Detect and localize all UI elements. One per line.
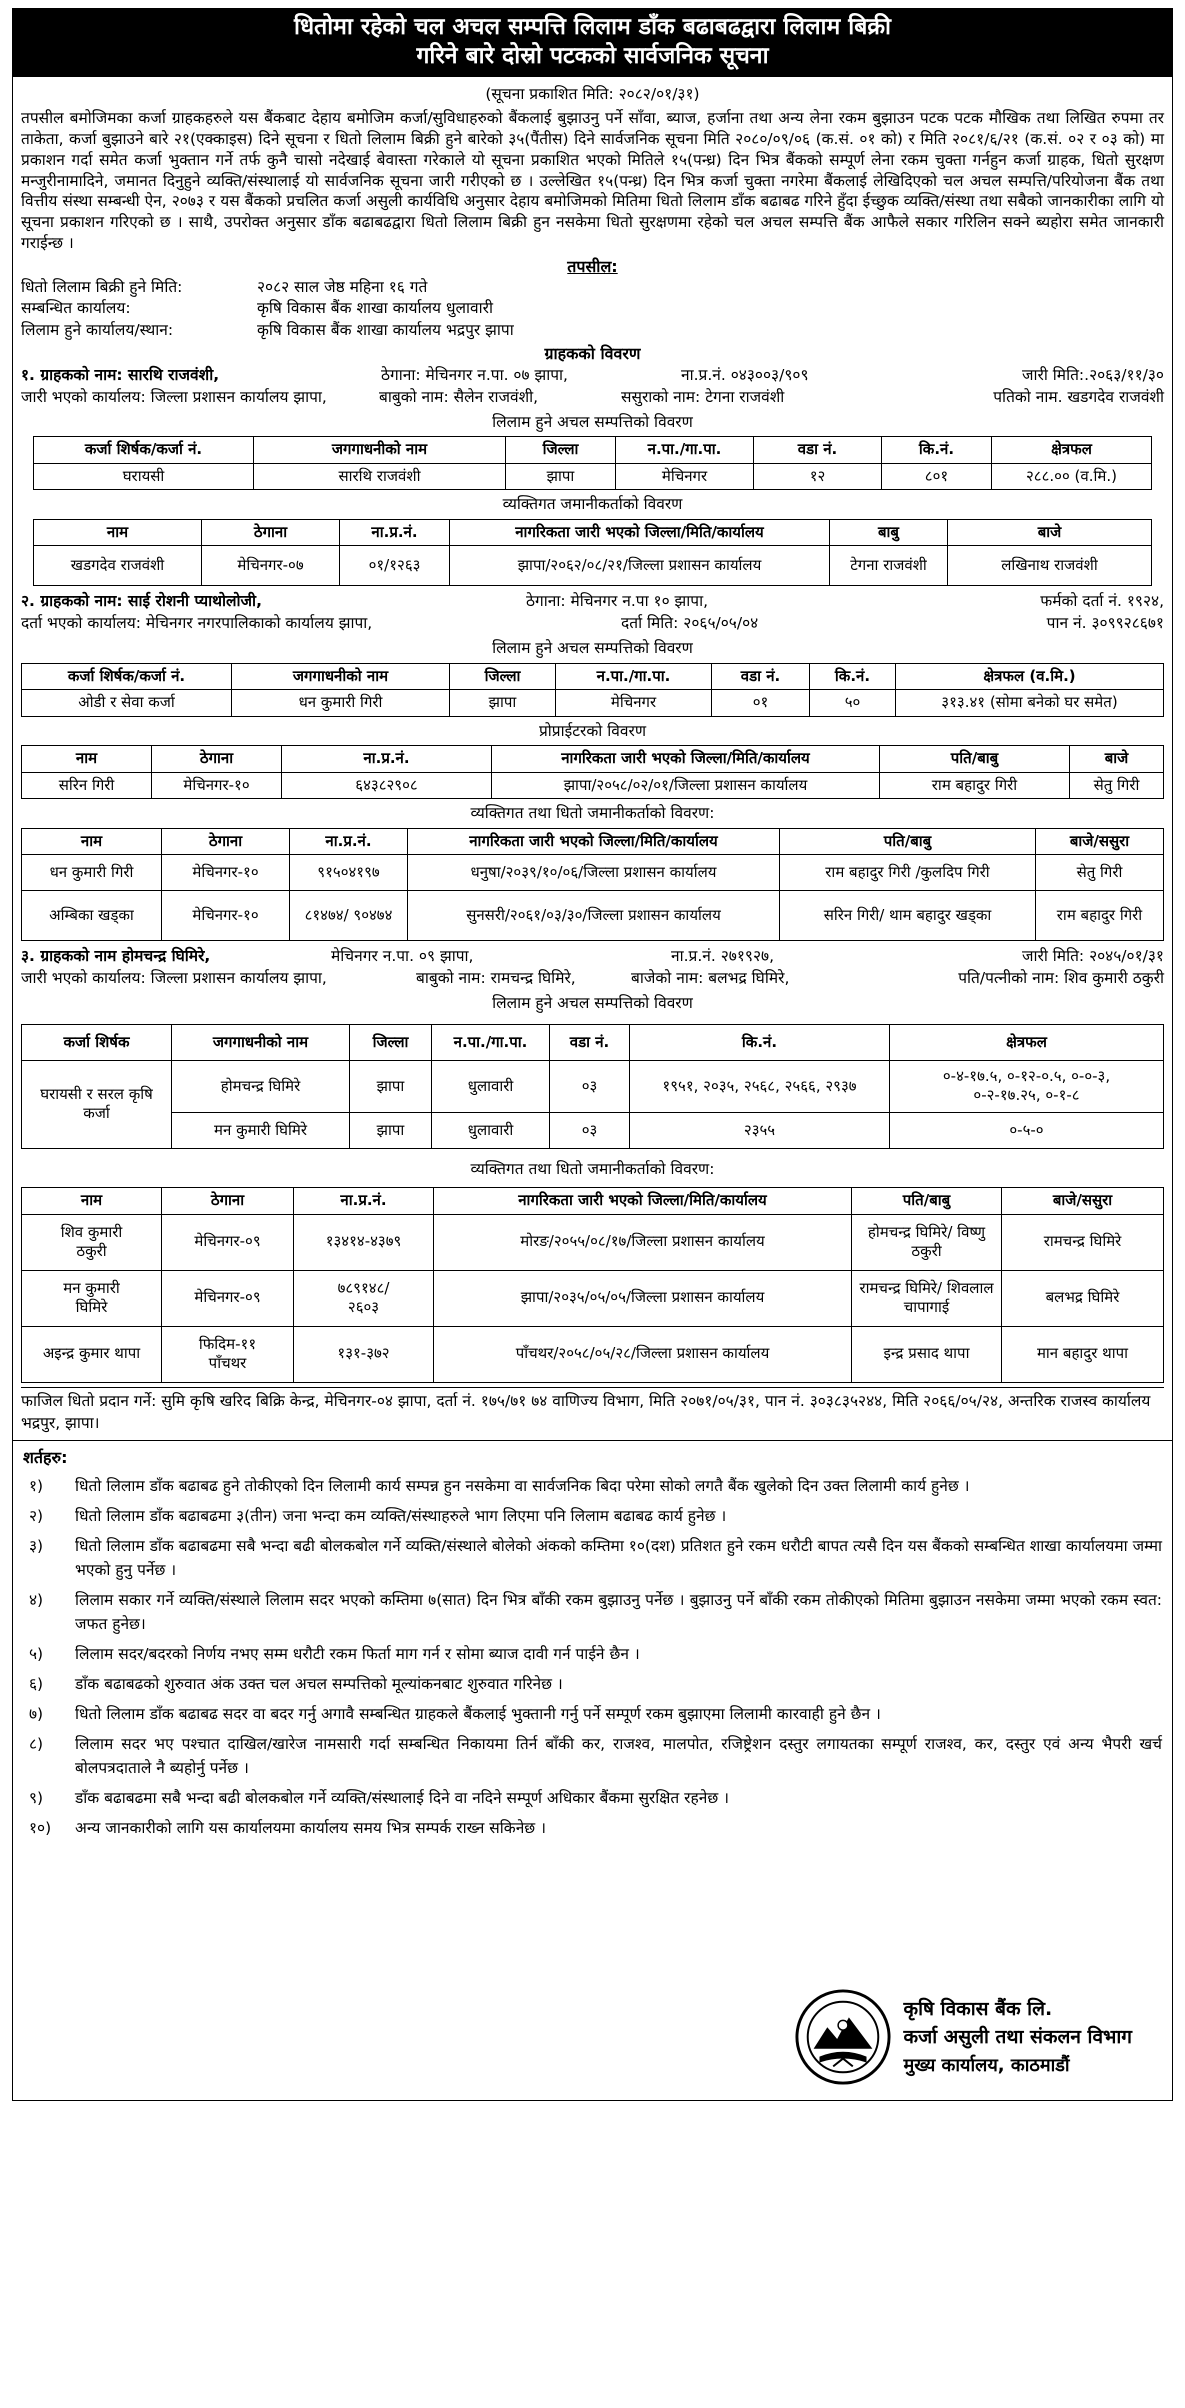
client-2-guarantor-title: व्यक्तिगत तथा धितो जमानीकर्ताको विवरण:	[470, 804, 715, 823]
tapsil-row: सम्बन्धित कार्यालय: कृषि विकास बैंक शाखा कार्यालय धुलावारी	[21, 299, 494, 318]
tapsil-row: धितो लिलाम बिक्री हुने मिति: २०८२ साल जेष्ठ महिना १६ गते	[21, 277, 428, 296]
term-item: ९) डाँक बढाबढमा सबै भन्दा बढी बोलकबोल गर्ने व्यक्ति/संस्थालाई दिने वा नदिने सम्पूर्ण अधिकार बैंकमा सुरक्षित रहनेछ ।	[29, 1788, 729, 1807]
header-line-1: धितोमा रहेको चल अचल सम्पत्ति लिलाम डाँक बढाबढद्वारा लिलाम बिक्री	[294, 14, 891, 40]
client-1-guarantor-title: व्यक्तिगत जमानीकर्ताको विवरण	[502, 495, 683, 514]
table-row: मन कुमारी घिमिरे मेचिनगर-०९ ७८९१४८/ २६०३ झापा/२०३५/०५/०५/जिल्ला प्रशासन कार्यालय रामचन्द्र घिमिरे/ शिवलाल चापागाई बलभद्र घिमिरे	[22, 1270, 1164, 1326]
term-item: ३) धितो लिलाम डाँक बढाबढमा सबै भन्दा बढी बोलकबोल गर्ने व्यक्ति/संस्थाले बोलेको अंकको कम्तिमा १०(दश) प्रतिशत हुने रकम धरौटी बापत त्यसै दिन यस बैंकको सम्बन्धित शाखा कार्यालयमा जम्मा भएको हुनु पर्नेछ ।	[29, 1536, 1162, 1579]
table-row: धन कुमारी गिरी मेचिनगर-१० ९१५०४१९७ धनुषा/२०३९/१०/०६/जिल्ला प्रशासन कार्यालय राम बहादुर गिरी /कुलदिप गिरी सेतु गिरी	[22, 855, 1164, 891]
table-row: खडगदेव राजवंशी मेचिनगर-०७ ०१/१२६३ झापा/२०६२/०८/२१/जिल्ला प्रशासन कार्यालय टेगना राजवंशी लखिनाथ राजवंशी	[34, 546, 1152, 586]
table-row: सरिन गिरी मेचिनगर-१० ६४३८२९०८ झापा/२०५८/०२/०१/जिल्ला प्रशासन कार्यालय राम बहादुर गिरी सेतु गिरी	[22, 772, 1164, 799]
term-item: ४) लिलाम सकार गर्ने व्यक्ति/संस्थाले लिलाम सदर भएको कम्तिमा ७(सात) दिन भित्र बाँकी रकम बुझाउनु पर्नेछ । बुझाउनु पर्ने बाँकी रकम तोकीएको मितिमा बुझाउन नसकेमा जम्मा भएको रकम स्वत: जफत हुनेछ।	[29, 1590, 1162, 1633]
client-3-guarantor-table: नाम ठेगाना ना.प्र.नं. नागरिकता जारी भएको जिल्ला/मिति/कार्यालय पति/बाबु बाजे/ससुरा शिव कुमारी ठकुरी मेचिनगर-०९ १३४१४-४३७९ मोरङ/२०५५/०८/१७/जिल्ला प्रशासन कार्यालय होमचन्द्र घिमिरे/ विष्णु ठकुरी रामचन्द्र घिमिरे मन कुमारी घिमिरे मेचिनगर-०९ ७८९१४८/ २६०३ झापा/२०३५/०५/०५/जिल्ला प्रशासन कार्यालय रामचन्द्र घिमिरे/ शिवलाल चापागाई बलभद्र घिमिरे अइन्द्र कुमार थापा फिदिम-११ पाँचथर १३१-३७२ पाँचथर/२०५८/०५/२८/जिल्ला प्रशासन कार्यालय इन्द्र प्रसाद थापा मान बहादुर थापा	[21, 1187, 1164, 1383]
term-item: २) धितो लिलाम डाँक बढाबढमा ३(तीन) जना भन्दा कम व्यक्ति/संस्थाहरुले भाग लिएमा पनि लिलाम बढाबढ कार्य हुनेछ ।	[29, 1506, 727, 1525]
term-item: १०) अन्य जानकारीको लागि यस कार्यालयमा कार्यालय समय भित्र सम्पर्क राख्न सकिनेछ ।	[29, 1819, 546, 1837]
signature-office: मुख्य कार्यालय, काठमाडौं	[903, 2054, 1070, 2076]
term-item: १) धितो लिलाम डाँक बढाबढ हुने तोकीएको दिन लिलामी कार्य सम्पन्न हुन नसकेमा वा सार्वजनिक बिदा परेमा सोको लगतै बैंक खुलेको दिन उक्त लिलामी कार्य हुनेछ ।	[29, 1476, 970, 1495]
client-3-guarantor-title: व्यक्तिगत तथा धितो जमानीकर्ताको विवरण:	[470, 1159, 715, 1178]
tapsil-title: तपसील:	[567, 256, 618, 276]
table-row: घरायसी र सरल कृषि कर्जा होमचन्द्र घिमिरे झापा धुलावारी ०३ १९५१, २०३५, २५६८, २५६६, २९३७ ०-४-१७.५, ०-१२-०.५, ०-०-३, ०-२-१७.२५, ०-१-८	[22, 1060, 1164, 1112]
client-details-title: ग्राहकको विवरण	[544, 343, 641, 363]
table-row: अम्बिका खड्का मेचिनगर-१० ८१४७४/ ९०४७४ सुनसरी/२०६१/०३/३०/जिल्ला प्रशासन कार्यालय सरिन गिरी/ थाम बहादुर खड्का राम बहादुर गिरी	[22, 891, 1164, 941]
client-3-info: ३. ग्राहकको नाम होमचन्द्र घिमिरे, मेचिनगर न.पा. ०९ झापा, ना.प्र.नं. २७१९२७, जारी मिति: २०४५/०१/३१ जारी भएको कार्यालय: जिल्ला प्रशासन कार्यालय झापा, बाबुको नाम: रामचन्द्र घिमिरे, बाजेको नाम: बलभद्र घिमिरे, पति/पत्नीको नाम: शिव कुमारी ठकुरी	[21, 947, 1164, 988]
table-row: ओडी र सेवा कर्जा धन कुमारी गिरी झापा मेचिनगर ०१ ५० ३१३.४१ (सोमा बनेको घर समेत)	[22, 690, 1164, 717]
tapsil-list	[21, 277, 1164, 341]
term-item: ६) डाँक बढाबढको शुरुवात अंक उक्त चल अचल सम्पत्तिको मूल्यांकनबाट शुरुवात गरिनेछ ।	[29, 1674, 563, 1693]
client-2-asset-table: कर्जा शिर्षक/कर्जा नं. जगगाधनीको नाम जिल्ला न.पा./गा.पा. वडा नं. कि.नं. क्षेत्रफल (व.मि.) ओडी र सेवा कर्जा धन कुमारी गिरी झापा मेचिनगर ०१ ५० ३१३.४१ (सोमा बनेको घर समेत)	[21, 663, 1164, 717]
client-2-asset-title: लिलाम हुने अचल सम्पत्तिको विवरण	[492, 639, 693, 658]
intro-paragraph: तपसील बमोजिमका कर्जा ग्राहकहरुले यस बैंकबाट देहाय बमोजिम कर्जा/सुविधाहरुको बैंकलाई बुझाउनु पर्ने साँवा, ब्याज, हर्जाना तथा अन्य लेना रकम बुझाउन पटक पटक मौखिक तथा लिखित रुपमा तर ताकेता, कर्जा बुझाउने बारे २१(एक्काइस) दिने सूचना र धितो लिलाम बिक्री हुने बारेको ३५(पैंतीस) दिने सार्वजनिक सूचना मिति २०८०/०९/०६ (क.सं. ०१ को) र मिति २०८१/६/२१ (क.सं. ०२ र ०३ को) मा प्रकाशन गर्दा समेत कर्जा भुक्तान गर्ने तर्फ कुनै चासो नदेखाई बेवास्ता गरेकाले यो सूचना प्रकाशित भएको मितिले १५(पन्ध्र) दिन भित्र बैंकको सम्पूर्ण लेना रकम चुक्ता गर्नहुन कर्जा ग्राहक, धितो सुरक्षण मन्जुरीनामादिने, जमानत दिनुहुने व्यक्ति/संस्थालाई यो सार्वजनिक सूचना जारी गरीएको छ । उल्लेखित १५(पन्ध्र) दिन भित्र कर्जा चुक्ता नगरेमा बैंकलाई लेखिदिएको चल अचल सम्पत्ति/परियोजना बैंक तथा वित्तीय संस्था सम्बन्धी ऐन, २०७३ र यस बैंकको प्रचलित कर्जा असुली कार्यविधि अनुसार देहाय बमोजिमको मितिमा धितो लिलाम डाँक बढाबढ गरिने हुँदा ईच्छुक व्यक्ति/संस्था तथा सबैको जानकारीका लागि यो सूचना प्रकाशन गरिएको छ । साथै, उपरोक्त अनुसार डाँक बढाबढद्वारा धितो लिलाम बिक्री हुन नसकेमा धितो सुरक्षणमा रहेको चल अचल सम्पत्ति बैंक आफैले सकार गरिलिन सक्ने ब्यहोरा समेत जानकारी गराईन्छ ।	[21, 109, 1164, 252]
bank-seal-icon	[794, 1988, 892, 2086]
client-2-info: २. ग्राहकको नाम: साई रोशनी प्याथोलोजी, ठेगाना: मेचिनगर न.पा १० झापा, फर्मको दर्ता नं. १९२४, दर्ता भएको कार्यालय: मेचिनगर नगरपालिकाको कार्यालय झापा, दर्ता मिति: २०६५/०५/०४ पान नं. ३०९९२८६७१	[21, 592, 1164, 633]
client-1-asset-table: कर्जा शिर्षक/कर्जा नं. जगगाधनीको नाम जिल्ला न.पा./गा.पा. वडा नं. कि.नं. क्षेत्रफल घरायसी सारथि राजवंशी झापा मेचिनगर १२ ८०१ २८८.०० (व.मि.)	[33, 436, 1152, 490]
notice-body	[12, 77, 1173, 1441]
term-item: ५) लिलाम सदर/बदरको निर्णय नभए सम्म धरौटी रकम फिर्ता माग गर्न र सोमा ब्याज दावी गर्न पाईने छैन ।	[29, 1644, 640, 1663]
header-line-2: गरिने बारे दोस्रो पटकको सार्वजनिक सूचना	[416, 43, 769, 70]
client-2-guarantor-table: नाम ठेगाना ना.प्र.नं. नागरिकता जारी भएको जिल्ला/मिति/कार्यालय पति/बाबु बाजे/ससुरा धन कुमारी गिरी मेचिनगर-१० ९१५०४१९७ धनुषा/२०३९/१०/०६/जिल्ला प्रशासन कार्यालय राम बहादुर गिरी /कुलदिप गिरी सेतु गिरी अम्बिका खड्का मेचिनगर-१० ८१४७४/ ९०४७४ सुनसरी/२०६१/०३/३०/जिल्ला प्रशासन कार्यालय सरिन गिरी/ थाम बहादुर खड्का राम बहादुर गिरी	[21, 828, 1164, 942]
excess-collateral-note: फाजिल धितो प्रदान गर्ने: सुमि कृषि खरिद बिक्रि केन्द्र, मेचिनगर-०४ झापा, दर्ता नं. १७५/७१ ७४ वाणिज्य विभाग, मिति २०७१/०५/३१, पान नं. ३०३८३५२४४, मिति २०६६/०५/२४, अन्तरिक राजस्व कार्यालय भद्रपुर, झापा।	[21, 1387, 1164, 1436]
table-row: अइन्द्र कुमार थापा फिदिम-११ पाँचथर १३१-३७२ पाँचथर/२०५८/०५/२८/जिल्ला प्रशासन कार्यालय इन्द्र प्रसाद थापा मान बहादुर थापा	[22, 1326, 1164, 1382]
publication-date: (सूचना प्रकाशित मिति: २०८२/०१/३१)	[485, 84, 700, 103]
tapsil-row: लिलाम हुने कार्यालय/स्थान: कृषि विकास बैंक शाखा कार्यालय भद्रपुर झापा	[21, 320, 514, 339]
client-3-asset-title: लिलाम हुने अचल सम्पत्तिको विवरण	[492, 994, 693, 1013]
table-row: शिव कुमारी ठकुरी मेचिनगर-०९ १३४१४-४३७९ मोरङ/२०५५/०८/१७/जिल्ला प्रशासन कार्यालय होमचन्द्र घिमिरे/ विष्णु ठकुरी रामचन्द्र घिमिरे	[22, 1214, 1164, 1270]
client-2-proprietor-table: नाम ठेगाना ना.प्र.नं. नागरिकता जारी भएको जिल्ला/मिति/कार्यालय पति/बाबु बाजे सरिन गिरी मेचिनगर-१० ६४३८२९०८ झापा/२०५८/०२/०१/जिल्ला प्रशासन कार्यालय राम बहादुर गिरी सेतु गिरी	[21, 745, 1164, 799]
client-1-asset-title: लिलाम हुने अचल सम्पत्तिको विवरण	[492, 413, 693, 432]
terms-section	[12, 1441, 1173, 2101]
notice-header	[12, 8, 1173, 77]
terms-title: शर्तहरु:	[23, 1447, 68, 1467]
table-row: घरायसी सारथि राजवंशी झापा मेचिनगर १२ ८०१ २८८.०० (व.मि.)	[34, 463, 1152, 490]
client-1-guarantor-table: नाम ठेगाना ना.प्र.नं. नागरिकता जारी भएको जिल्ला/मिति/कार्यालय बाबु बाजे खडगदेव राजवंशी मेचिनगर-०७ ०१/१२६३ झापा/२०६२/०८/२१/जिल्ला प्रशासन कार्यालय टेगना राजवंशी लखिनाथ राजवंशी	[33, 519, 1152, 587]
signature-department: कर्जा असुली तथा संकलन विभाग	[903, 2026, 1132, 2049]
bank-signature-block	[794, 1988, 1132, 2086]
signature-bank-name: कृषि विकास बैंक लि.	[903, 1997, 1053, 2020]
client-1-info: १. ग्राहकको नाम: सारथि राजवंशी, ठेगाना: मेचिनगर न.पा. ०७ झापा, ना.प्र.नं. ०४३००३/९०९ जारी मिति:.२०६३/११/३० जारी भएको कार्यालय: जिल्ला प्रशासन कार्यालय झापा, बाबुको नाम: सैलेन राजवंशी, ससुराको नाम: टेगना राजवंशी पतिको नाम. खडगदेव राजवंशी	[21, 366, 1164, 407]
term-item: ८) लिलाम सदर भए पश्चात दाखिल/खारेज नामसारी गर्दा सम्बन्धित निकायमा तिर्न बाँकी कर, राजश्व, मालपोत, रजिष्ट्रेशन दस्तुर लगायतका सम्पूर्ण राजश्व, कर, दस्तुर एवं अन्य भैपरी खर्च बोलपत्रदाताले नै ब्यहोर्नु पर्नेछ ।	[29, 1734, 1162, 1777]
term-item: ७) धितो लिलाम डाँक बढाबढ सदर वा बदर गर्नु अगावै सम्बन्धित ग्राहकले बैंकलाई भुक्तानी गर्नु पर्ने सम्पूर्ण रकम बुझाएमा लिलामी कारवाही हुने छैन ।	[29, 1704, 881, 1723]
client-3-asset-table: कर्जा शिर्षक जगगाधनीको नाम जिल्ला न.पा./गा.पा. वडा नं. कि.नं. क्षेत्रफल घरायसी र सरल कृषि कर्जा होमचन्द्र घिमिरे झापा धुलावारी ०३ १९५१, २०३५, २५६८, २५६६, २९३७ ०-४-१७.५, ०-१२-०.५, ०-०-३, ०-२-१७.२५, ०-१-८ मन कुमारी घिमिरे झापा धुलावारी ०३ २३५५ ०-५-०	[21, 1024, 1164, 1149]
table-row: मन कुमारी घिमिरे झापा धुलावारी ०३ २३५५ ०-५-०	[22, 1112, 1164, 1148]
client-2-proprietor-title: प्रोप्राईटरको विवरण	[538, 721, 647, 740]
